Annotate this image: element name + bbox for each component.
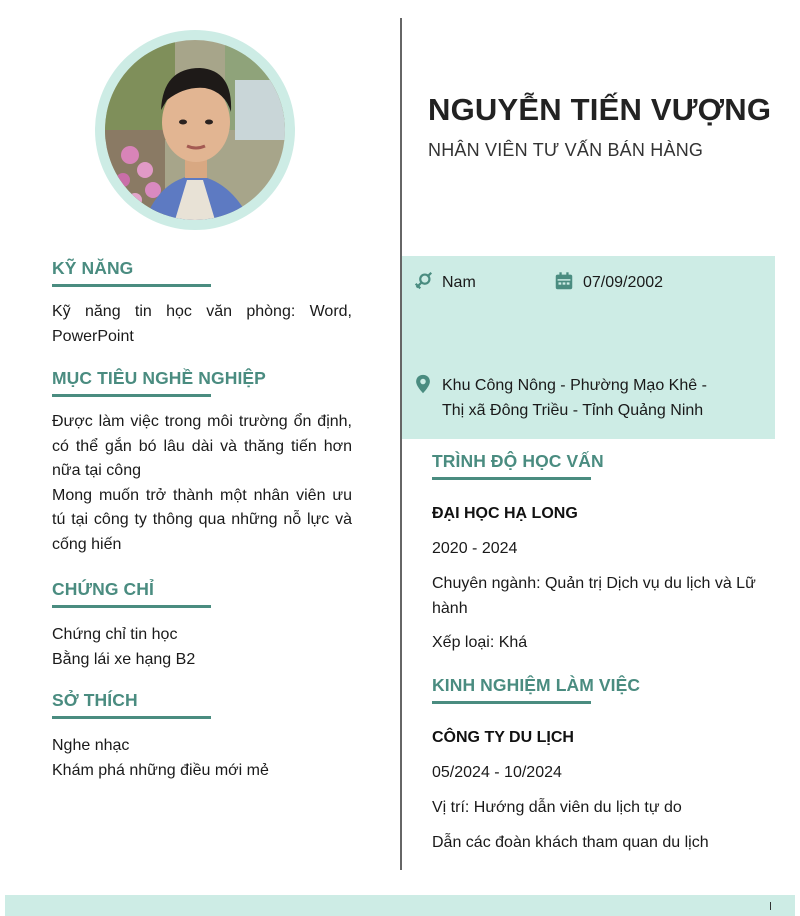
certificate-item: Bằng lái xe hạng B2 [52,651,196,668]
location-pin-icon [412,373,434,395]
objective-text-2: Mong muốn trở thành một nhân viên ưu tú tại công ty thông qua những nỗ lực và cống hiến [52,486,352,553]
address-item [412,373,707,423]
experience-description: Dẫn các đoàn khách tham quan du lịch [432,834,709,851]
address-line-1: Khu Công Nông - Phường Mạo Khê - [442,377,707,394]
gender-item [412,270,476,295]
full-name: NGUYỄN TIẾN VƯỢNG [428,92,772,127]
section-underline [52,394,211,397]
certificate-item: Chứng chỉ tin học [52,626,178,643]
skills-text: Kỹ năng tin học văn phòng: Word, PowerPoint [52,303,352,345]
objective-text-1: Được làm việc trong môi trường ổn định, có thể gắn bó lâu dài và thăng tiến hơn nữa tại công [52,413,352,479]
avatar-frame [95,30,295,230]
avatar [105,40,285,220]
hobby-item: Nghe nhạc [52,737,130,754]
education-title: TRÌNH ĐỘ HỌC VẤN [432,451,604,471]
skills-section [52,258,352,349]
section-underline [52,284,211,287]
job-title: NHÂN VIÊN TƯ VẤN BÁN HÀNG [428,140,704,160]
certificates-section [52,579,352,672]
footer-mark [770,902,771,910]
education-period: 2020 - 2024 [432,540,518,557]
footer-bar [5,895,795,916]
experience-section [432,675,762,855]
experience-position: Vị trí: Hướng dẫn viên du lịch tự do [432,799,682,816]
section-underline [432,477,591,480]
calendar-icon [553,270,575,292]
profile-photo [105,40,285,220]
section-underline [52,716,211,719]
certificates-title: CHỨNG CHỈ [52,579,154,599]
gender-value: Nam [442,274,476,291]
birthdate-item [553,270,663,295]
hobbies-title: SỞ THÍCH [52,690,138,710]
education-school: ĐẠI HỌC HẠ LONG [432,505,578,522]
experience-company: CÔNG TY DU LỊCH [432,729,574,746]
section-underline [432,701,591,704]
name-block [428,92,771,161]
hobby-item: Khám phá những điều mới mẻ [52,762,269,779]
hobbies-section [52,690,352,783]
objective-title: MỤC TIÊU NGHỀ NGHIỆP [52,368,266,388]
education-grade: Xếp loại: Khá [432,634,528,651]
gender-icon [412,270,434,292]
experience-period: 05/2024 - 10/2024 [432,764,562,781]
column-divider [400,18,402,870]
education-major: Chuyên ngành: Quản trị Dịch vụ du lịch và Lữ hành [432,575,756,617]
contact-panel [402,256,775,439]
skills-title: KỸ NĂNG [52,258,134,278]
experience-title: KINH NGHIỆM LÀM VIỆC [432,675,641,695]
left-column [52,258,352,783]
section-underline [52,605,211,608]
address-line-2: Thị xã Đông Triều - Tỉnh Quảng Ninh [442,402,704,419]
objective-section [52,368,352,557]
birthdate-value: 07/09/2002 [583,274,664,291]
education-section [432,451,762,655]
